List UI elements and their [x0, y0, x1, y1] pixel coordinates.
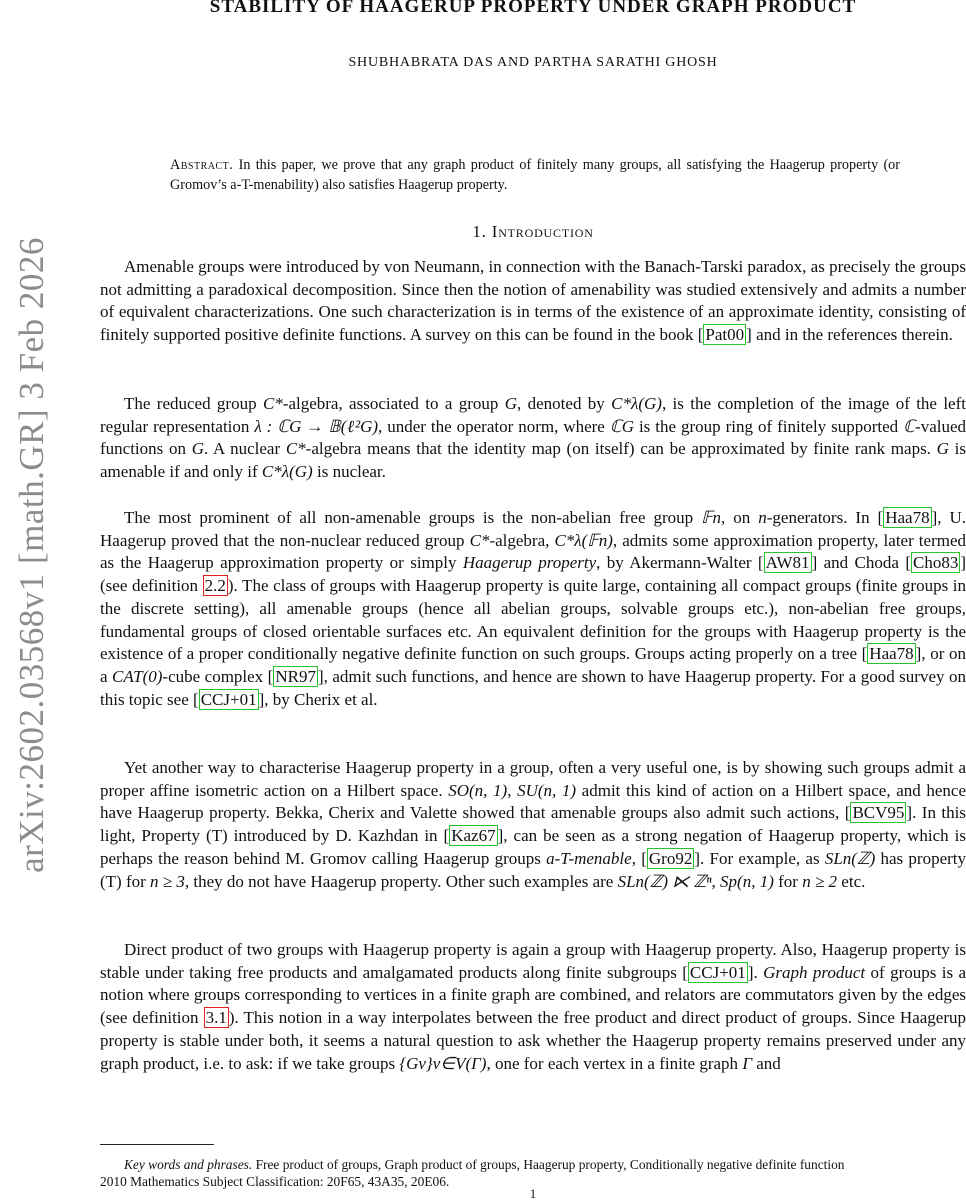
math: SLn(ℤ) [824, 848, 876, 868]
math: G [504, 394, 518, 413]
footnote-msc: 2010 Mathematics Subject Classification: 20F65, 43A35, 20E06. [100, 1174, 450, 1189]
citation-link[interactable]: BCV95 [852, 803, 905, 823]
section-number: 1. [472, 222, 487, 241]
text: is amenable if and only if [100, 439, 966, 482]
text: -algebra, associated to a group [282, 394, 505, 413]
text: admit this kind of action on a Hilbert space, and hence have Haagerup property. Bekka, Cherix and Valette showed that amenable groups also admit such actions, [100, 780, 966, 823]
math: 𝔽n [701, 508, 722, 527]
math: Sp(n, 1) [720, 871, 774, 891]
text: ). The class of groups with Haagerup property is quite large, containing all compact groups (finite groups in the discrete setting), all amenable groups (hence all abelian groups, solvable groups etc.), non-abelian free groups, fundamental groups of closed orientable surfaces etc. An equivalent definition for the groups with Haagerup property is the existence of a proper conditionally negative definite function on such groups. Groups acting properly on a tree [100, 576, 966, 664]
text: , by Akermann-Walter [596, 553, 758, 573]
text: (see definition [100, 576, 203, 596]
text: and in the references therein. [751, 325, 953, 345]
math: SLn(ℤ) ⋉ ℤⁿ [617, 871, 712, 891]
text: is nuclear. [312, 462, 386, 482]
text: , on [721, 508, 759, 527]
page-number: 1 [529, 1187, 537, 1201]
text: , admits some approximation property, later termed as the Haagerup approximation property or simply [100, 530, 966, 573]
text: The reduced group [124, 394, 263, 413]
paragraph-2 [100, 393, 966, 484]
text: etc. [837, 871, 866, 891]
citation-link[interactable]: AW81 [765, 553, 810, 573]
text: , admit such functions, and hence are shown to have Haagerup property. For a good survey on this topic see [100, 666, 966, 709]
math: Γ [742, 1053, 752, 1073]
math: n ≥ 3 [150, 871, 185, 891]
paragraph-5: Direct product of two groups with Haagerup property is again a group with Haagerup property. Also, Haagerup property is stable under taking free products and amalgamated products along finite subgroups [ CCJ+01 ]. Graph product of groups is a notion where groups corresponding to vertices in a finite graph are combined, and relators are commutators given by the edges (see definition 3.1 ). This notion in a way interpolates between the free product and direct product of groups. Since Haagerup property is stable under both, it seems a natural question to ask whether the Haagerup property remains preserved under any graph product, i.e. to ask: if we take groups {Gv}v∈V(Γ), one for each vertex in a finite graph Γ and [100, 940, 966, 1073]
text: , by Cherix et al. [264, 689, 378, 709]
text: , they do not have Haagerup property. Other such examples are [184, 871, 618, 891]
text: Direct product of two groups with Haagerup property is again a group with Haagerup property. Also, Haagerup property is stable under taking free products and amalgamated products along finite subgroups [100, 940, 966, 982]
math: G [936, 439, 949, 459]
text: -generators. In [766, 508, 878, 527]
text: , [631, 848, 642, 868]
citation-link[interactable]: Gro92 [648, 848, 693, 868]
paper-title: STABILITY OF HAAGERUP PROPERTY UNDER GRAPH PRODUCT [209, 0, 857, 17]
text: has property (T) for [100, 848, 966, 891]
text: . For example, as [700, 848, 825, 868]
text: ). This notion in a way interpolates between the free product and direct product of groups. Since Haagerup property is stable under both, it seems a natural question to ask whether the Haagerup property remains preserved under any graph product, i.e. to ask: if we take groups [100, 1008, 966, 1073]
text: Yet another way to characterise Haagerup property in a group, often a very useful one, is by showing such groups admit a proper affine isometric action on a Hilbert space. [100, 758, 966, 800]
citation-link[interactable]: Haa78 [869, 644, 914, 664]
footnote-keywords [100, 1156, 966, 1173]
abstract-text: In this paper, we prove that any graph product of finitely many groups, all satisfying the Haagerup property (or Gromov’s a-T-menability) also satisfies Haagerup property. [170, 157, 901, 193]
citation-link[interactable]: Pat00 [705, 325, 745, 345]
math: C* [285, 439, 306, 459]
section-title: Introduction [491, 222, 594, 241]
text: , one for each vertex in a finite graph [486, 1053, 743, 1073]
text: , or on a [100, 644, 966, 686]
emphasis: Haagerup property [462, 553, 597, 573]
math: C*λ(G) [261, 462, 313, 482]
math: CAT(0) [112, 666, 163, 686]
math: C* [262, 394, 283, 413]
math: SU(n, 1) [517, 780, 577, 800]
citation-link[interactable]: NR97 [275, 666, 316, 686]
keywords-text: Free product of groups, Graph product of groups, Haagerup property, Conditionally negative definite function [252, 1157, 845, 1172]
math: ℂG [609, 416, 634, 436]
paragraph-1: Amenable groups were introduced by von Neumann, in connection with the Banach-Tarski paradox, as precisely the groups not admitting a paradoxical decomposition. Since then the notion of amenability was studied extensively and admits a number of equivalent characterizations. One such characterization is in terms of the existence of an approximate identity, consisting of finitely supported positive definite functions. A survey on this can be found in the book [ Pat00 ] and in the references therein. [100, 257, 966, 345]
text: and Choda [817, 553, 906, 573]
keywords-label: Key words and phrases. [124, 1157, 253, 1172]
section-heading [100, 222, 966, 242]
math: C*λ(G) [611, 394, 662, 413]
math: SO(n, 1) [448, 780, 508, 800]
math: n [758, 508, 767, 527]
citation-link[interactable]: Cho83 [913, 553, 959, 573]
citation-link[interactable]: CCJ+01 [200, 689, 257, 709]
footnote-rule [100, 1144, 214, 1145]
text: of groups is a notion where groups corresponding to vertices in a finite graph are combined, and relators are commutators given by the edges (see definition [100, 962, 966, 1028]
text: -valued functions on [100, 416, 966, 459]
text: . A nuclear [204, 439, 286, 459]
paper-authors: SHUBHABRATA DAS AND PARTHA SARATHI GHOSH [348, 55, 718, 70]
text: . In this light, Property (T) introduced by D. Kazhdan in [100, 803, 966, 846]
text: -algebra means that the identity map (on itself) can be approximated by finite rank maps. [305, 439, 937, 459]
emphasis: a-T-menable [546, 848, 632, 868]
text: Amenable groups were introduced by von Neumann, in connection with the Banach-Tarski paradox, as precisely the groups not admitting a paradoxical decomposition. Since then the notion of amenability was studied extensively and admits a number of equivalent characterizations. One such characterization is in terms of the existence of an approximate identity, consisting of finitely supported positive definite functions. A survey on this can be found in the book [100, 257, 966, 345]
text: -cube complex [162, 666, 268, 686]
text: is the group ring of finitely supported [633, 416, 904, 436]
text: The most prominent of all non-amenable groups is the non-abelian free group [124, 508, 702, 527]
text: , can be seen as a strong negation of Haagerup property, which is perhaps the reason behind M. Gromov calling Haagerup groups [100, 826, 966, 868]
paragraph-4: Yet another way to characterise Haagerup property in a group, often a very useful one, is by showing such groups admit a proper affine isometric action on a Hilbert space. SO(n, 1), SU(n, 1) admit this kind of action on a Hilbert space, and hence have Haagerup property. Bekka, Cherix and Valette showed that amenable groups also admit such actions, [ BCV95 ]. In this light, Property (T) introduced by D. Kazhdan in [ Kaz67 ], can be seen as a strong negation of Haagerup property, which is perhaps the reason behind M. Gromov calling Haagerup groups a-T-menable, [ Gro92 ]. For example, as SLn(ℤ) has property (T) for n ≥ 3, they do not have Haagerup property. Other such examples are SLn(ℤ) ⋉ ℤⁿ, Sp(n, 1) for n ≥ 2 etc. [100, 758, 966, 891]
citation-link[interactable]: Kaz67 [451, 826, 496, 846]
paragraph-3: The most prominent of all non-amenable groups is the non-abelian free group 𝔽n, on n-generators. In [ Haa78 ], U. Haagerup proved that the non-nuclear reduced group C*-algebra, C*λ(𝔽n), admits some approximation property, later termed as the Haagerup approximation property or simply Haagerup property, by Akermann-Walter [ AW81 ] and Choda [ Cho83 ] (see definition 2.2 ). The class of groups with Haagerup property is quite large, containing all compact groups (finite groups in the discrete setting), all amenable groups (hence all abelian groups, solvable groups etc.), non-abelian free groups, fundamental groups of closed orientable surfaces etc. An equivalent definition for the groups with Haagerup property is the existence of a proper conditionally negative definite function on such groups. Groups acting properly on a tree [ Haa78 ], or on a CAT(0)-cube complex [ NR97 ], admit such functions, and hence are shown to have Haagerup property. For a good survey on this topic see [ CCJ+01 ], by Cherix et al. [100, 508, 966, 709]
definition-link[interactable]: 2.2 [204, 576, 226, 596]
abstract [170, 155, 900, 195]
arxiv-stamp [14, 0, 50, 1200]
arxiv-identifier: arXiv:2602.03568v1 [math.GR] 3 Feb 2026 [12, 237, 51, 873]
definition-link[interactable]: 3.1 [205, 1008, 227, 1028]
footnote [100, 1156, 966, 1190]
text: . [753, 962, 764, 982]
text: , [507, 780, 518, 800]
text: , under the operator norm, where [378, 416, 610, 436]
math: G [191, 439, 204, 459]
emphasis: Graph product [763, 962, 866, 982]
text: and [751, 1053, 781, 1073]
text: for [773, 871, 803, 891]
math: n ≥ 2 [802, 871, 838, 891]
math: C* [469, 530, 490, 550]
abstract-label: Abstract. [170, 157, 234, 173]
math: λ : ℂG → 𝔹(ℓ²G) [254, 416, 379, 436]
text: , is the completion of the image of the left regular representation [100, 394, 966, 436]
text: , U. Haagerup proved that the non-nuclear reduced group [100, 508, 966, 550]
math: C*λ(𝔽n) [554, 530, 613, 550]
citation-link[interactable]: CCJ+01 [689, 962, 746, 982]
text: -algebra, [489, 530, 555, 550]
math: {Gv}v∈V(Γ) [399, 1053, 487, 1073]
citation-link[interactable]: Haa78 [885, 508, 930, 527]
text: , [711, 871, 721, 891]
math: ℂ [903, 416, 916, 436]
text: , denoted by [517, 394, 612, 413]
